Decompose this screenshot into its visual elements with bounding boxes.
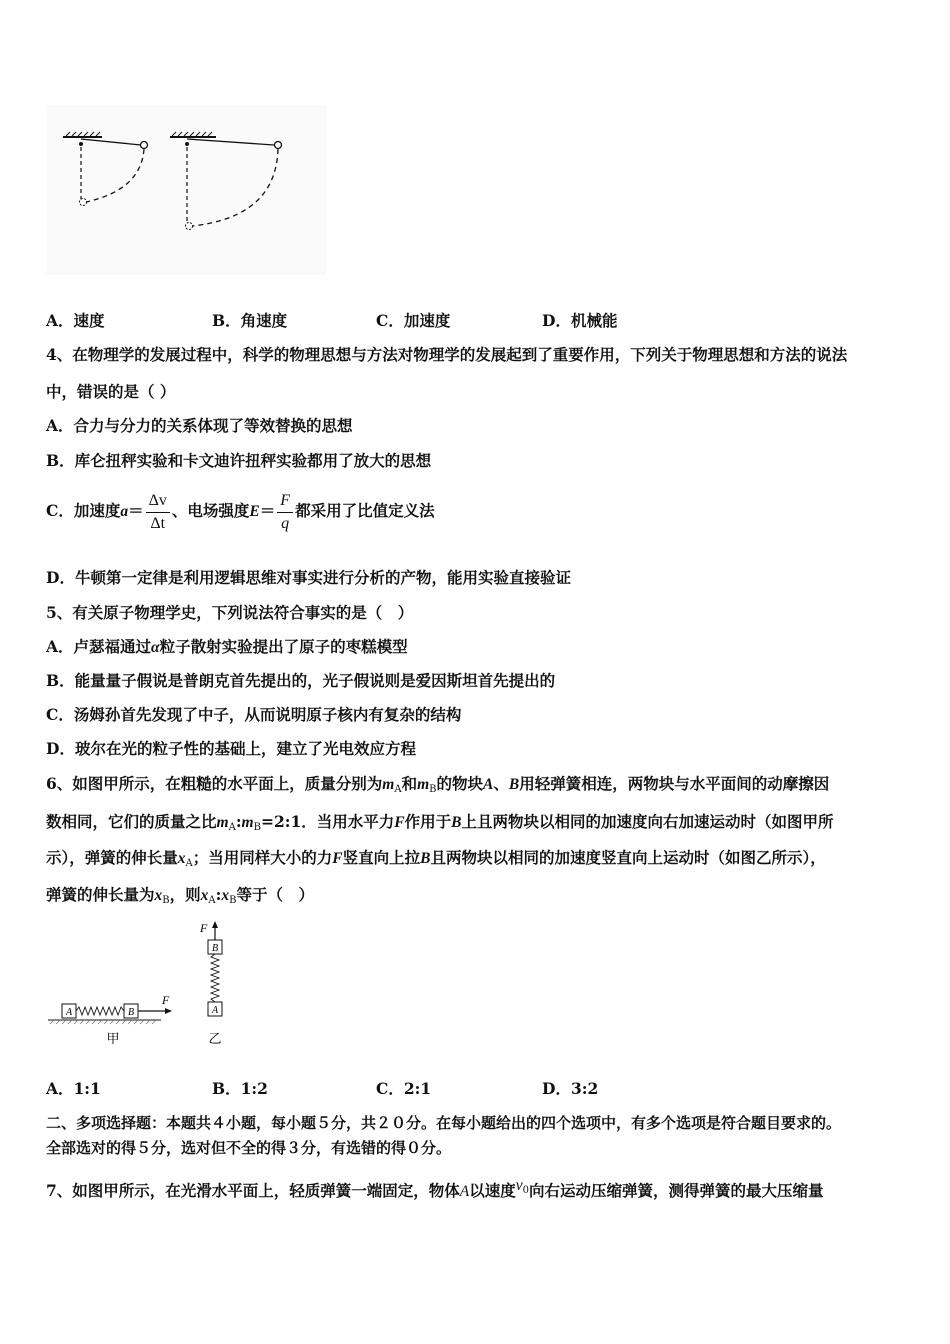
q5-option-b: B．能量量子假说是普朗克首先提出的，光子假说则是爱因斯坦首先提出的 bbox=[46, 671, 556, 690]
q4-c-post: 都采用了比值定义法 bbox=[295, 501, 435, 520]
q4-c-e: E bbox=[249, 503, 260, 520]
jia-block-b-label: B bbox=[127, 1007, 135, 1018]
section2-line1: 二、多项选择题：本题共４小题，每小题５分，共２０分。在每小题给出的四个选项中，有多个选项是符合题目要求的。 bbox=[46, 1114, 842, 1132]
q4-c-frac2-den: q bbox=[281, 514, 290, 532]
q4-stem-line2: 中，错误的是（ ） bbox=[46, 382, 176, 401]
yi-block-a-label: A bbox=[211, 1005, 219, 1016]
q6-l3a: 示），弹簧的伸长量 bbox=[46, 848, 178, 867]
section2-line2: 全部选对的得５分，选对但不全的得３分，有选错的得０分。 bbox=[46, 1139, 452, 1157]
q5-a-alpha: α bbox=[151, 639, 160, 656]
q6-stem-line2 bbox=[46, 812, 833, 838]
q4-c-pre: C．加速度 bbox=[46, 501, 121, 520]
q6-xB-sub: B bbox=[162, 895, 170, 906]
figure-jia bbox=[48, 993, 172, 1047]
yi-block-b-label: B bbox=[211, 943, 219, 954]
q7-A: A bbox=[459, 1183, 470, 1200]
q6-colon: : bbox=[235, 812, 242, 831]
q6-ratio-mA: m bbox=[216, 814, 229, 831]
q6-sep: 、 bbox=[493, 774, 509, 793]
q6-xB2-sub: B bbox=[229, 895, 237, 906]
q7-v0: v bbox=[515, 1177, 523, 1194]
q6-stem-line3 bbox=[46, 848, 826, 874]
q5-option-c: C．汤姆孙首先发现了中子，从而说明原子核内有复杂的结构 bbox=[46, 705, 462, 724]
jia-caption: 甲 bbox=[106, 1032, 120, 1047]
q6-B2: B bbox=[451, 814, 462, 831]
q4-option-d: D．牛顿第一定律是利用逻辑思维对事实进行分析的产物，能用实验直接验证 bbox=[46, 568, 571, 587]
q4-c-frac-field bbox=[277, 490, 293, 535]
q6-l4c: 等于（ ） bbox=[236, 885, 314, 904]
q6-l2b: 作用于 bbox=[404, 812, 452, 831]
q3-option-a: A．速度 bbox=[46, 311, 105, 330]
yi-caption: 乙 bbox=[208, 1032, 222, 1047]
q3-option-c: C．加速度 bbox=[376, 311, 451, 330]
q7-stem bbox=[46, 1176, 824, 1202]
q6-xB2: x bbox=[221, 887, 230, 904]
q6-option-b: B．1:2 bbox=[212, 1079, 268, 1098]
q4-c-eq: ＝ bbox=[128, 501, 144, 520]
q6-F1: F bbox=[394, 814, 405, 831]
q6-option-d: D．3:2 bbox=[542, 1079, 599, 1098]
q6-xA2: x bbox=[200, 887, 209, 904]
q4-c-frac1-num: Δv bbox=[146, 490, 170, 513]
q6-F2: F bbox=[332, 850, 343, 867]
q6-mA-sub: A bbox=[394, 784, 402, 795]
q6-B: B bbox=[508, 776, 520, 793]
q6-ratio-mA-sub: A bbox=[228, 822, 236, 833]
q4-option-b: B．库仑扭秤实验和卡文迪许扭秤实验都用了放大的思想 bbox=[46, 451, 432, 470]
q4-stem-line1: 4、在物理学的发展过程中，科学的物理思想与方法对物理学的发展起到了重要作用，下列关于物理思想和方法的说法 bbox=[46, 345, 848, 364]
q7-mid: 以速度 bbox=[469, 1181, 516, 1200]
q6-xA: x bbox=[177, 850, 186, 867]
q3-option-b: B．角速度 bbox=[212, 311, 288, 330]
q6-l1b: 和 bbox=[401, 774, 418, 793]
q6-stem-line4 bbox=[46, 885, 314, 911]
q5-option-a bbox=[46, 637, 408, 658]
q6-xA-sub: A bbox=[185, 858, 193, 869]
q6-ratio-mB-sub: B bbox=[253, 822, 261, 833]
q6-A: A bbox=[483, 776, 494, 793]
q4-c-mid: 、电场强度 bbox=[171, 501, 250, 520]
q6-colon2: : bbox=[215, 885, 222, 904]
q4-option-a: A．合力与分力的关系体现了等效替换的思想 bbox=[46, 416, 353, 435]
q7-v0-sub: 0 bbox=[522, 1185, 530, 1196]
q6-option-c: C．2:1 bbox=[376, 1079, 432, 1098]
q6-l1a: 6、如图甲所示，在粗糙的水平面上，质量分别为 bbox=[46, 774, 383, 793]
q5-option-d: D．玻尔在光的粒子性的基础上，建立了光电效应方程 bbox=[46, 739, 416, 758]
jia-force-label: F bbox=[162, 993, 170, 1007]
jia-block-a-label: A bbox=[65, 1007, 73, 1018]
q6-mB: m bbox=[417, 776, 430, 793]
q6-mA: m bbox=[382, 776, 395, 793]
q6-xA2-sub: A bbox=[208, 895, 216, 906]
q3-option-d: D．机械能 bbox=[542, 311, 618, 330]
q6-l4b: ，则 bbox=[169, 885, 201, 904]
q6-option-a: A．1:1 bbox=[46, 1079, 101, 1098]
q4-c-frac1-den: Δt bbox=[150, 514, 166, 532]
q5-a-pre: A．卢瑟福通过 bbox=[46, 637, 152, 656]
pendulum-figure bbox=[46, 105, 326, 275]
q7-pre: 7、如图甲所示，在光滑水平面上，轻质弹簧一端固定，物体 bbox=[46, 1181, 460, 1200]
spring-blocks-figure bbox=[46, 918, 246, 1048]
q6-stem-line1 bbox=[46, 774, 829, 800]
q6-ratio-mB: m bbox=[241, 814, 254, 831]
q6-mB-sub: B bbox=[429, 784, 437, 795]
q6-l3d: 且两物块以相同的加速度竖直向上运动时（如图乙所示）， bbox=[430, 848, 826, 867]
q6-l4a: 弹簧的伸长量为 bbox=[46, 885, 155, 904]
q4-c-frac-acceleration bbox=[146, 490, 170, 535]
q4-c-frac2-num: F bbox=[277, 490, 293, 513]
q4-option-c bbox=[46, 487, 435, 536]
q6-ratio-val: =2:1．当用水平力 bbox=[260, 812, 395, 831]
q6-l1c: 的物块 bbox=[436, 774, 484, 793]
q6-l3b: ；当用同样大小的力 bbox=[192, 848, 333, 867]
q4-c-eq2: ＝ bbox=[259, 501, 276, 520]
yi-force-label: F bbox=[200, 921, 208, 935]
q7-post: 向右运动压缩弹簧，测得弹簧的最大压缩量 bbox=[529, 1181, 824, 1200]
q6-l1d: 用轻弹簧相连，两物块与水平面间的动摩擦因 bbox=[519, 774, 830, 793]
q5-stem: 5、有关原子物理学史，下列说法符合事实的是（ ） bbox=[46, 603, 414, 622]
q6-xB: x bbox=[154, 887, 163, 904]
q6-l3c: 竖直向上拉 bbox=[342, 848, 421, 867]
q6-l2a: 数相同，它们的质量之比 bbox=[46, 812, 217, 831]
q4-c-a: a bbox=[120, 503, 129, 520]
q6-B3: B bbox=[420, 850, 431, 867]
figure-yi bbox=[199, 921, 222, 1047]
q5-a-post: 粒子散射实验提出了原子的枣糕模型 bbox=[159, 637, 408, 656]
q6-l2c: 上且两物块以相同的加速度向右加速运动时（如图甲所 bbox=[461, 812, 834, 831]
